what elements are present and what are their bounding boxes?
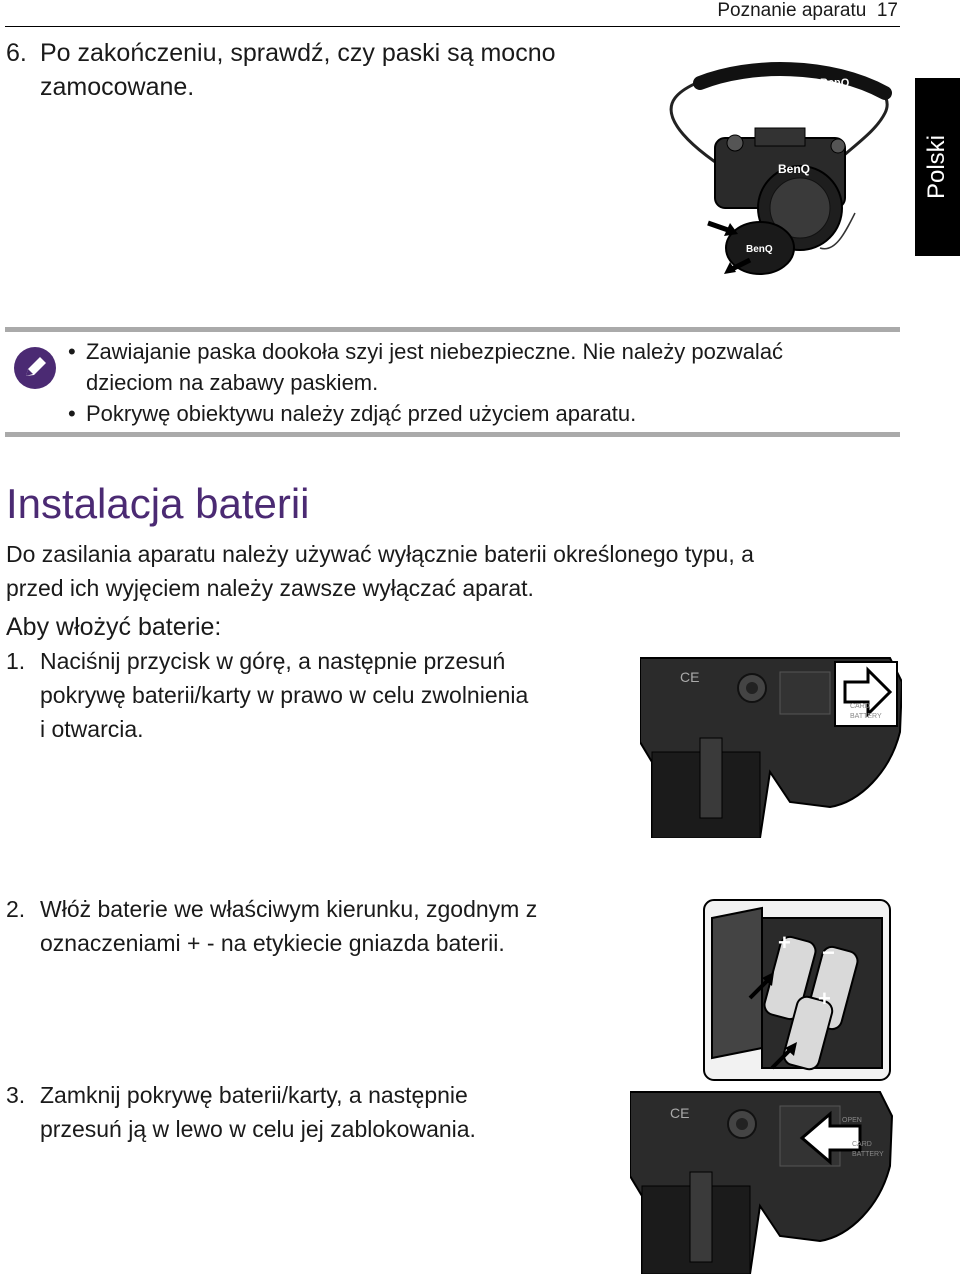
step-line: pokrywę baterii/karty w prawo w celu zwolnienia [40,682,529,708]
note-bottom-rule [5,432,900,437]
card-label: CARD [850,703,870,710]
step-number: 6. [6,39,27,67]
step-line: Zamknij pokrywę baterii/karty, a następnie [40,1082,468,1108]
plus-sign: + [778,930,791,955]
camera-strap-figure [660,38,910,276]
step-line: Naciśnij przycisk w górę, a następnie przesuń [40,648,506,674]
battery-label: BATTERY [852,1151,884,1158]
ce-mark: CE [670,1105,690,1121]
language-tab-label: Polski [923,134,951,200]
note-item: • Zawiajanie paska dookoła szyi jest niebezpieczne. Nie należy pozwalać dzieciom na zabawy paskiem. [68,336,783,398]
note-line: Zawiajanie paska dookoła szyi jest niebezpieczne. Nie należy pozwalać [86,339,784,364]
camera-brand: BenQ [778,162,811,176]
note-line: Pokrywę obiektywu należy zdjąć przed użyciem aparatu. [86,401,637,426]
pencil-note-icon [14,347,56,389]
subheading: Aby włożyć baterie: [6,613,222,641]
lens-cap-brand: BenQ [746,244,773,255]
intro-line: Do zasilania aparatu należy używać wyłącznie baterii określonego typu, a [6,541,754,567]
header-section: Poznanie aparatu [717,0,867,21]
note-top-rule [5,327,900,332]
section-intro [6,537,754,605]
language-tab [915,78,960,256]
note-item: • Pokrywę obiektywu należy zdjąć przed użyciem aparatu. [68,398,783,429]
step-line: i otwarcia. [40,716,144,742]
plus-sign: + [818,986,831,1011]
step-number: 3. [6,1082,26,1108]
battery-insertion-figure [702,898,892,1082]
section-title: Instalacja baterii [6,480,310,527]
step-number: 1. [6,648,26,674]
card-label: CARD [852,1141,872,1148]
battery-cover-close-figure [630,1086,894,1274]
open-label: OPEN [842,1117,862,1124]
battery-cover-open-figure [640,652,902,838]
strap-brand: BenQ [820,77,850,89]
step-line: przesuń ją w lewo w celu jej zablokowania. [40,1116,476,1142]
intro-line: przed ich wyjęciem należy zawsze wyłączać aparat. [6,575,534,601]
header-divider [5,26,900,27]
battery-label: BATTERY [850,713,882,720]
step-text [40,892,537,960]
step-text [40,36,556,104]
step-text [40,1078,476,1146]
header-page-number: 17 [876,0,898,21]
minus-sign: − [822,940,835,965]
note-list [68,336,783,429]
step-line: Włóż baterie we właściwym kierunku, zgodnym z [40,896,538,922]
running-header [717,0,898,22]
note-line: dzieciom na zabawy paskiem. [86,370,379,395]
step-number: 2. [6,896,26,922]
step-line: oznaczeniami + - na etykiecie gniazda baterii. [40,930,505,956]
step-line: Po zakończeniu, sprawdź, czy paski są mocno [40,39,556,67]
step-line: zamocowane. [40,73,195,101]
step-text [40,644,528,746]
ce-mark: CE [680,669,700,685]
